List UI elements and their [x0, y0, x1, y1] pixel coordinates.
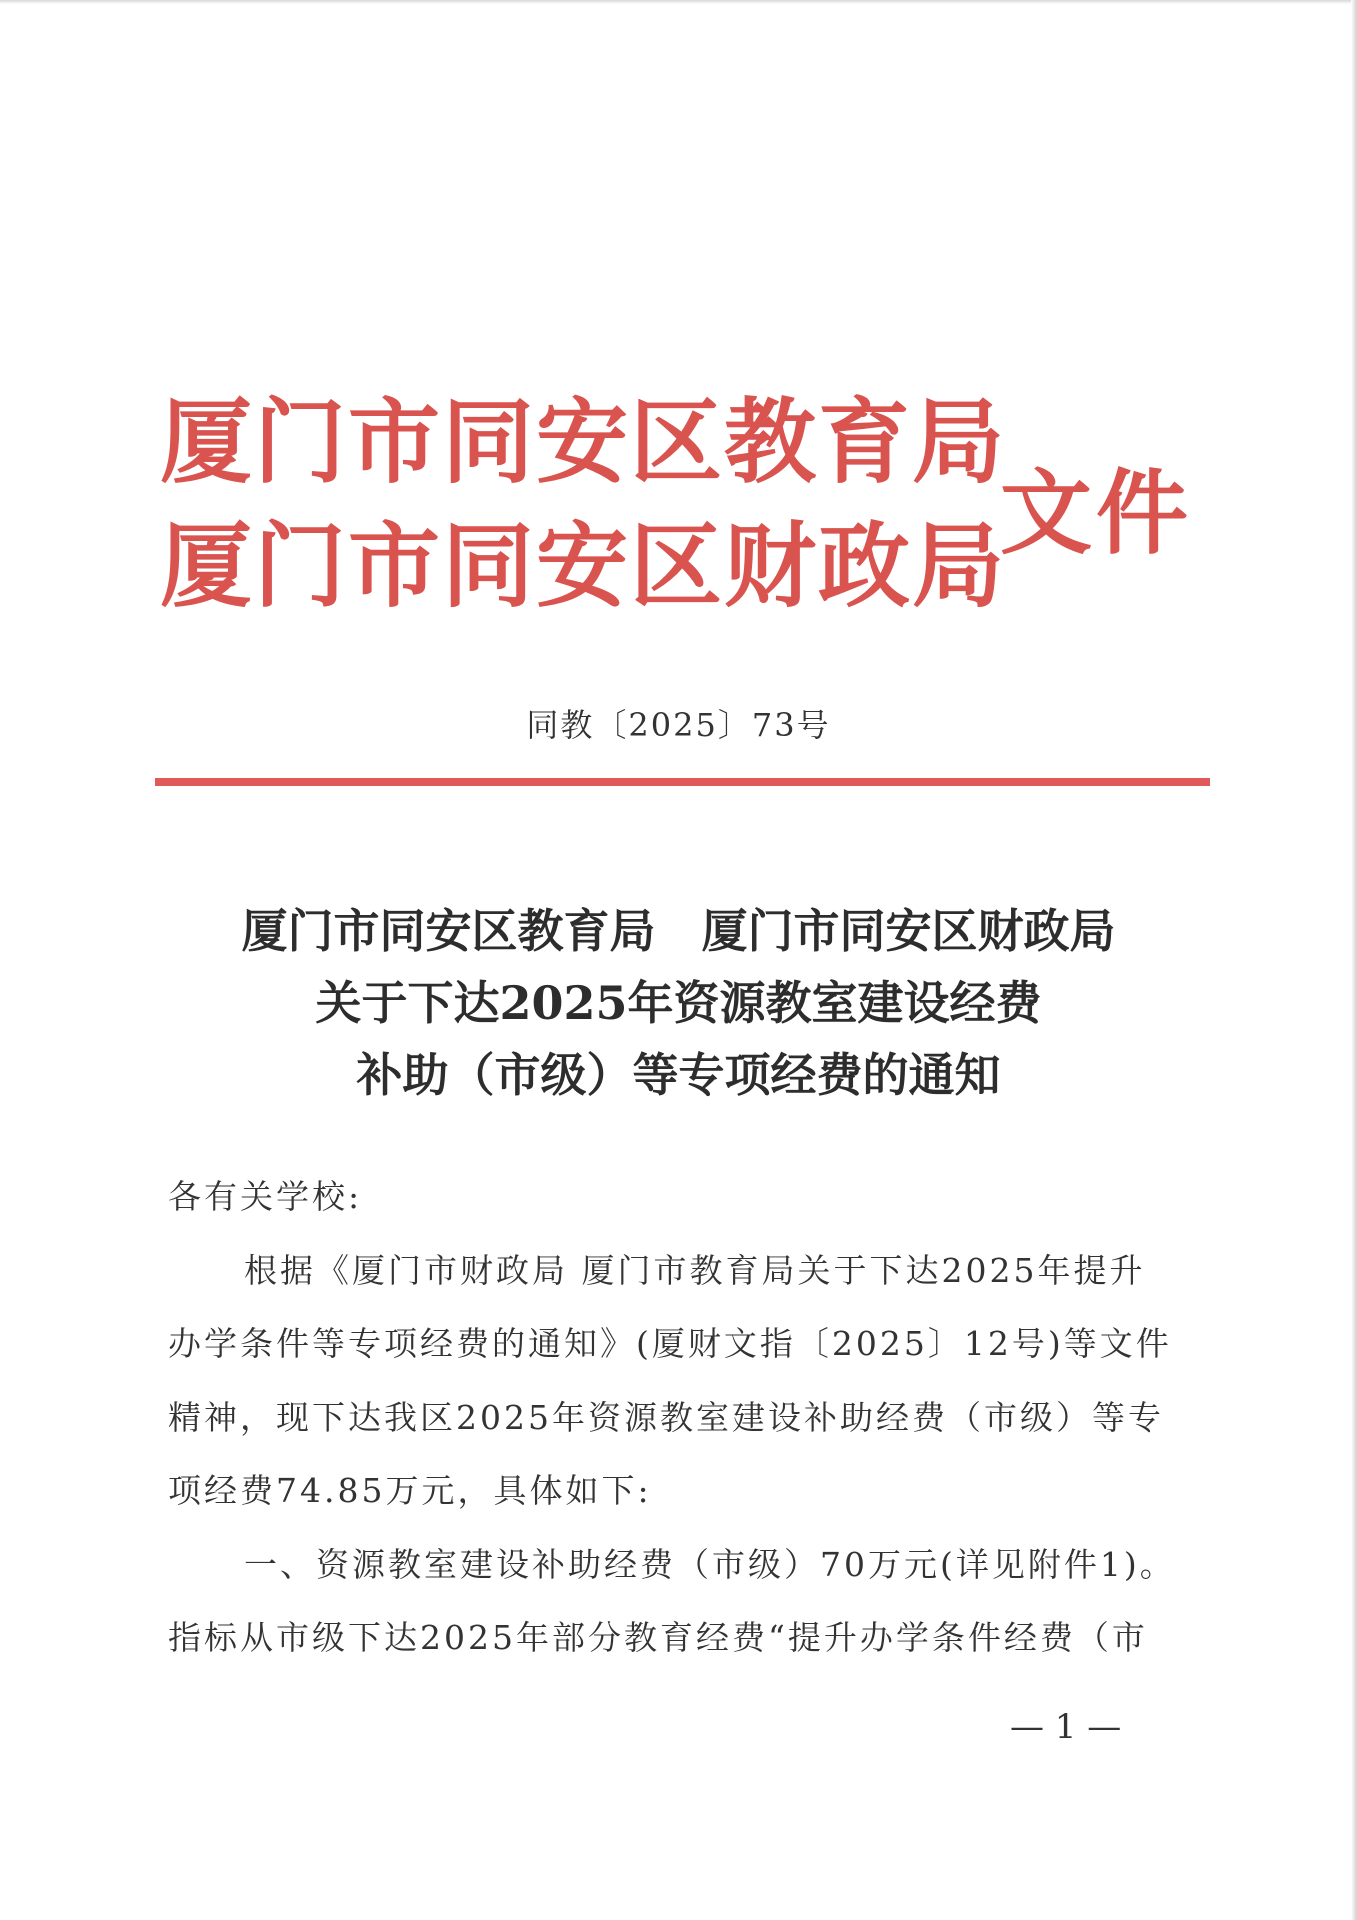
- title-line-2: 关于下达2025年资源教室建设经费: [315, 976, 1042, 1030]
- document-masthead: [160, 380, 1193, 620]
- red-separator-line: [155, 778, 1210, 786]
- body-paragraph-2: 一、资源教室建设补助经费（市级）70万元(详见附件1)。指标从市级下达2025年部分教育经费“提升办学条件经费（市: [168, 1544, 1176, 1657]
- title-line-3: 补助（市级）等专项经费的通知: [356, 1048, 1001, 1102]
- masthead-document-label: 文件: [1000, 459, 1193, 567]
- issuing-org-education-bureau: 厦门市同安区教育局: [160, 388, 1007, 496]
- document-number: 同教〔2025〕73号: [526, 706, 831, 744]
- issuing-organizations: [160, 380, 1006, 628]
- issuing-org-finance-bureau: 厦门市同安区财政局: [160, 512, 1007, 620]
- document-title: [0, 895, 1357, 1111]
- title-line-1: 厦门市同安区教育局 厦门市同安区财政局: [241, 904, 1116, 958]
- body-paragraph-1: 根据《厦门市财政局 厦门市教育局关于下达2025年提升办学条件等专项经费的通知》(厦财文指〔2025〕12号)等文件精神，现下达我区2025年资源教室建设补助经费（市级）等专项经费74.85万元，具体如下:: [168, 1250, 1172, 1510]
- salutation: 各有关学校:: [168, 1177, 363, 1216]
- scan-edge-top: [0, 0, 1357, 4]
- document-body: [168, 1160, 1178, 1675]
- page-number: — 1 —: [1010, 1707, 1122, 1747]
